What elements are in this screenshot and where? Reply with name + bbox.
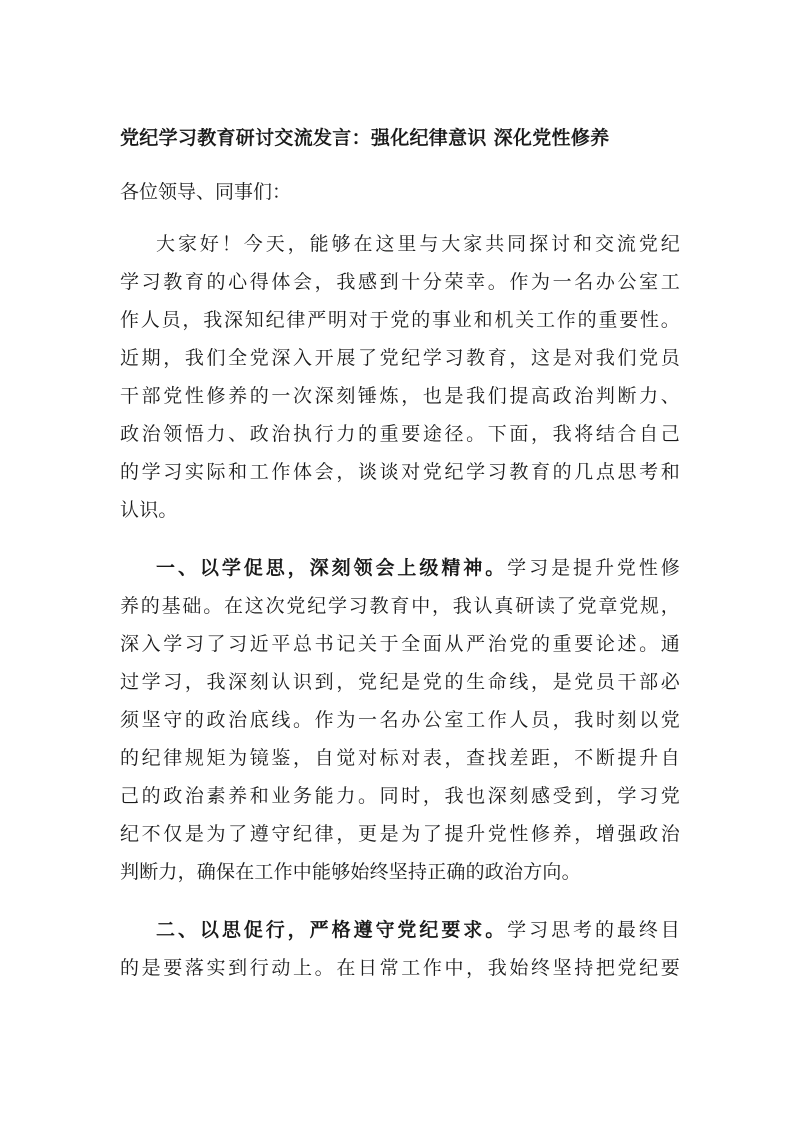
paragraph-line: 己的政治素养和业务能力。同时，我也深刻感受到，学习党 [120, 785, 680, 807]
paragraph-line: 认识。 [120, 499, 178, 521]
section-heading: 一、以学促思，深刻领会上级精神。 [156, 557, 508, 579]
paragraph-line: 学习教育的心得体会，我感到十分荣幸。作为一名办公室工 [120, 271, 680, 293]
paragraph-line: 大家好！今天，能够在这里与大家共同探讨和交流党纪 [156, 233, 680, 255]
section-heading: 二、以思促行，严格遵守党纪要求。 [156, 919, 508, 941]
paragraph-line: 的纪律规矩为镜鉴，自觉对标对表，查找差距，不断提升自 [120, 747, 680, 769]
section-text: 学习思考的最终目 [507, 919, 681, 941]
paragraph-line: 须坚守的政治底线。作为一名办公室工作人员，我时刻以党 [120, 709, 680, 731]
section-first-line [156, 916, 680, 944]
paragraph-line: 的学习实际和工作体会，谈谈对党纪学习教育的几点思考和 [120, 461, 680, 483]
paragraph-line: 判断力，确保在工作中能够始终坚持正确的政治方向。 [120, 861, 581, 883]
paragraph-line: 深入学习了习近平总书记关于全面从严治党的重要论述。通 [120, 633, 680, 655]
paragraph-line: 过学习，我深刻认识到，党纪是党的生命线，是党员干部必 [120, 671, 680, 693]
paragraph-line: 干部党性修养的一次深刻锤炼，也是我们提高政治判断力、 [120, 385, 680, 407]
paragraph-line: 养的基础。在这次党纪学习教育中，我认真研读了党章党规， [120, 595, 680, 617]
document-title: 党纪学习教育研讨交流发言：强化纪律意识 深化党性修养 [120, 127, 610, 149]
salutation: 各位领导、同事们： [120, 181, 292, 203]
paragraph-line: 纪不仅是为了遵守纪律，更是为了提升党性修养，增强政治 [120, 823, 680, 845]
section-text: 学习是提升党性修 [507, 557, 681, 579]
paragraph-line: 近期，我们全党深入开展了党纪学习教育，这是对我们党员 [120, 347, 680, 369]
section-first-line [156, 554, 680, 582]
paragraph-line: 的是要落实到行动上。在日常工作中，我始终坚持把党纪要 [120, 957, 680, 979]
paragraph-line: 作人员，我深知纪律严明对于党的事业和机关工作的重要性。 [120, 309, 680, 331]
paragraph-line: 政治领悟力、政治执行力的重要途径。下面，我将结合自己 [120, 423, 680, 445]
